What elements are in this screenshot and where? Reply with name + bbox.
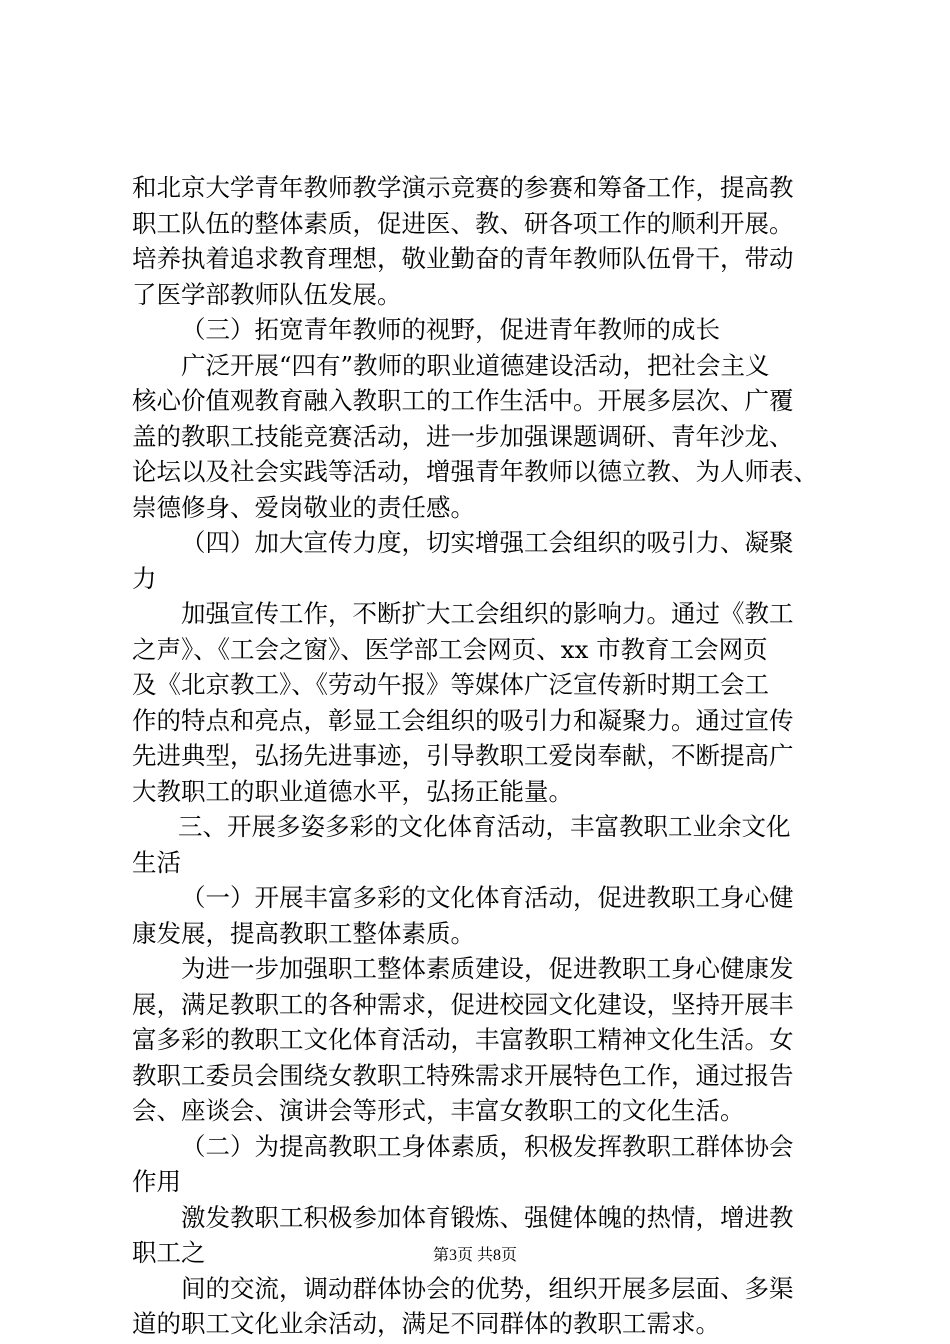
text-line: 展，满足教职工的各种需求，促进校园文化建设，坚持开展丰 bbox=[132, 989, 794, 1019]
text-line: 激发教职工积极参加体育锻炼、强健体魄的热情，增进教 bbox=[181, 1202, 794, 1232]
text-line: 作用 bbox=[132, 1167, 181, 1196]
text-line: 核心价值观教育融入教职工的工作生活中。开展多层次、广覆 bbox=[132, 386, 794, 415]
text-line: 大教职工的职业道德水平，弘扬正能量。 bbox=[132, 776, 573, 806]
text-line: 道的职工文化业余活动，满足不同群体的教职工需求。 bbox=[132, 1309, 720, 1338]
text-line: 及《北京教工》、《劳动午报》等媒体广泛宣传新时期工会工 bbox=[132, 670, 769, 699]
text-line: 职工队伍的整体素质，促进医、教、研各项工作的顺利开展。 bbox=[132, 208, 794, 238]
text-line: 职工之 bbox=[132, 1238, 206, 1267]
text-line: 作的特点和亮点，彰显工会组织的吸引力和凝聚力。通过宣传 bbox=[132, 705, 794, 735]
text-line: 为进一步加强职工整体素质建设，促进教职工身心健康发 bbox=[181, 954, 794, 983]
text-line: 了医学部教师队伍发展。 bbox=[132, 279, 402, 309]
section-heading: （三）拓宽青年教师的视野，促进青年教师的成长 bbox=[181, 315, 720, 344]
text-line: 加强宣传工作，不断扩大工会组织的影响力。通过《教工 bbox=[181, 599, 794, 628]
text-line: 力 bbox=[132, 563, 157, 593]
section-heading: 三、开展多姿多彩的文化体育活动，丰富教职工业余文化 bbox=[178, 812, 791, 841]
document-body bbox=[132, 170, 832, 1342]
section-heading: （四）加大宣传力度，切实增强工会组织的吸引力、凝聚 bbox=[181, 528, 794, 557]
text-line: 生活 bbox=[132, 847, 181, 877]
section-heading: （二）为提高教职工身体素质，积极发挥教职工群体协会 bbox=[181, 1131, 794, 1161]
text-line: 广泛开展“四有”教师的职业道德建设活动，把社会主义 bbox=[181, 350, 770, 380]
page-number-label: 第3页 共8页 bbox=[432, 1247, 517, 1264]
text-line: 会、座谈会、演讲会等形式，丰富女教职工的文化生活。 bbox=[132, 1096, 745, 1125]
text-line: 之声》、《工会之窗》、医学部工会网页、xx 市教育工会网页 bbox=[132, 634, 768, 664]
text-line: 间的交流，调动群体协会的优势，组织开展多层面、多渠 bbox=[181, 1273, 794, 1303]
text-line: 论坛以及社会实践等活动，增强青年教师以德立教、为人师表、 bbox=[132, 457, 818, 486]
section-heading: （一）开展丰富多彩的文化体育活动，促进教职工身心健 bbox=[181, 883, 794, 912]
text-line: 盖的教职工技能竞赛活动，进一步加强课题调研、青年沙龙、 bbox=[132, 421, 794, 451]
text-line: 和北京大学青年教师教学演示竞赛的参赛和筹备工作，提高教 bbox=[132, 173, 794, 202]
text-line: 康发展，提高教职工整体素质。 bbox=[132, 918, 475, 948]
text-line: 崇德修身、爱岗敬业的责任感。 bbox=[132, 492, 475, 522]
text-line: 富多彩的教职工文化体育活动，丰富教职工精神文化生活。女 bbox=[132, 1025, 794, 1054]
text-line: 先进典型，弘扬先进事迹，引导教职工爱岗奉献，不断提高广 bbox=[132, 741, 794, 770]
text-line: 教职工委员会围绕女教职工特殊需求开展特色工作，通过报告 bbox=[132, 1060, 794, 1090]
text-line: 培养执着追求教育理想，敬业勤奋的青年教师队伍骨干，带动 bbox=[132, 244, 794, 273]
page-footer bbox=[0, 1242, 950, 1265]
